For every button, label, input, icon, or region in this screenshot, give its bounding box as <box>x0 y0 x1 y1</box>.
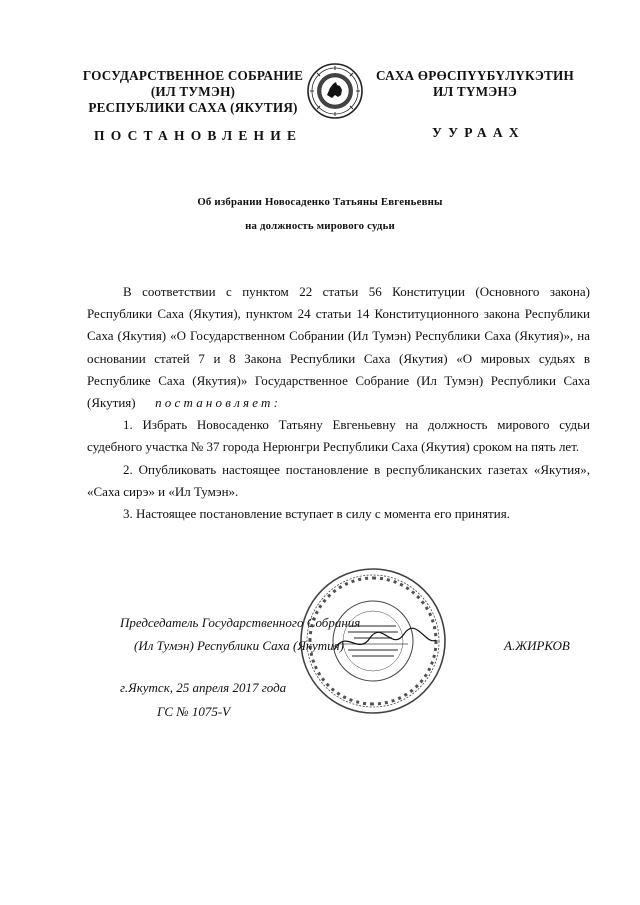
header-left-line3: РЕСПУБЛИКИ САХА (ЯКУТИЯ) <box>88 100 298 115</box>
postanovlyaet-text: постановляет: <box>155 395 282 411</box>
place-and-date: г.Якутск, 25 апреля 2017 года <box>120 680 287 695</box>
preamble-text: В соответствии с пунктом 22 статьи 56 Конституции (Основного закона) Республики Саха (Якутия), пунктом 24 статьи 14 Конституционного закона Республики Саха (Якутия) «О Государственном Собрании (Ил Тумэн) Республики Саха (Якутия)», на основании статей 7 и 8 Закона Республики Саха (Якутия) «О мировых судьях в Республике Саха (Якутия)» Государственное Собрание (Ил Тумэн) Республики Саха (Якутия) <box>87 284 590 411</box>
signature-scribble <box>330 622 440 662</box>
doc-type-right: УУРААХ <box>432 125 525 140</box>
signatory-position-line1: Председатель Государственного Собрания <box>120 615 361 630</box>
republic-sakha-emblem-icon <box>306 62 364 120</box>
document-body <box>87 281 590 525</box>
title-line1: Об избрании Новосаденко Татьяны Евгеньевны <box>197 196 443 208</box>
header-left-line2: (ИЛ ТУМЭН) <box>150 84 236 99</box>
header-left-line1: ГОСУДАРСТВЕННОЕ СОБРАНИЕ <box>82 68 304 83</box>
header-right-line2: ИЛ ТҮМЭНЭ <box>432 84 518 99</box>
item-2: 2. Опубликовать настоящее постановление в республиканских газетах «Якутия», «Саха сирэ» и «Ил Тумэн». <box>87 461 590 499</box>
item-3: 3. Настоящее постановление вступает в силу с момента его принятия. <box>123 506 510 522</box>
doc-type-left: ПОСТАНОВЛЕНИЕ <box>94 128 303 143</box>
document-number: ГС № 1075-V <box>157 704 231 719</box>
signatory-name: А.ЖИРКОВ <box>504 638 570 653</box>
item-1: 1. Избрать Новосаденко Татьяну Евгеньевну на должность мирового судьи судебного участка № 37 города Нерюнгри Республики Саха (Якутия) сроком на пять лет. <box>87 417 590 455</box>
signatory-position-line2: (Ил Тумэн) Республики Саха (Якутия) <box>134 638 344 653</box>
title-line2: на должность мирового судьи <box>245 220 395 232</box>
preamble-paragraph <box>87 281 590 414</box>
header-right-line1: САХА ӨРӨСПҮҮБҮЛҮКЭТИН <box>376 68 574 83</box>
